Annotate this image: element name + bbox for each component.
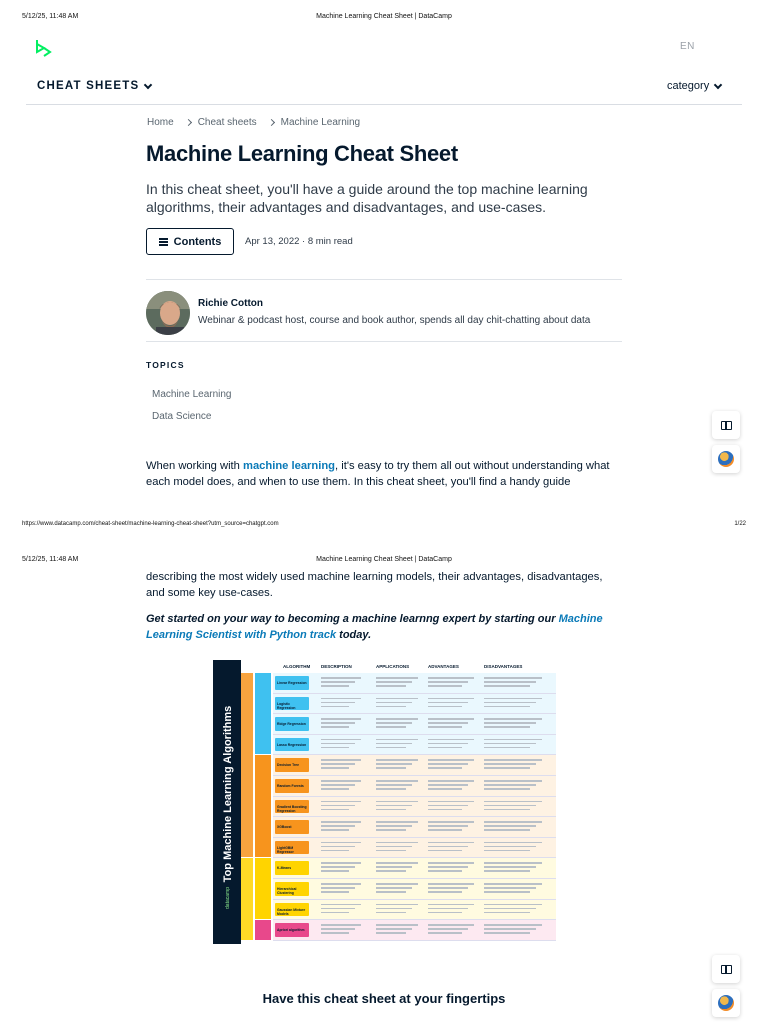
- cheat-sheet-algorithm-cell: XGBoost: [275, 820, 309, 834]
- cheat-sheet-text-line: [484, 739, 542, 741]
- page-title: Machine Learning Cheat Sheet: [146, 141, 458, 166]
- cheat-sheet-text-line: [484, 706, 530, 708]
- cheat-sheet-text-line: [321, 722, 355, 724]
- cheat-sheet-text-line: [321, 870, 349, 872]
- cheat-sheet-text-line: [484, 928, 536, 930]
- cheat-sheet-text-line: [428, 739, 474, 741]
- breadcrumb-home[interactable]: Home: [147, 117, 174, 128]
- cheat-sheet-text-line: [376, 809, 406, 811]
- cheat-sheet-row: [273, 735, 556, 756]
- cheat-sheet-text-line: [376, 722, 412, 724]
- cheat-sheet-text-line: [484, 743, 536, 745]
- cheat-sheet-text-line: [321, 801, 361, 803]
- cheat-sheet-text-line: [376, 681, 412, 683]
- cheat-sheet-text-line: [321, 932, 349, 934]
- cheat-sheet-text-line: [321, 780, 361, 782]
- cheat-sheet-text-line: [321, 842, 361, 844]
- cheat-sheet-text-line: [484, 767, 530, 769]
- cheat-sheet-text-line: [376, 862, 418, 864]
- cheat-sheet-row: [273, 776, 556, 797]
- cheat-sheet-text-line: [376, 743, 412, 745]
- print-timestamp: 5/12/25, 11:48 AM: [22, 556, 79, 563]
- divider: [146, 341, 622, 342]
- datacamp-brand: datacamp: [225, 887, 231, 909]
- cheat-sheet-text-line: [321, 866, 355, 868]
- divider: [146, 279, 622, 280]
- cheat-sheet-text-line: [376, 718, 418, 720]
- cheat-sheet-sidebar: [213, 660, 239, 944]
- cheat-sheet-algorithm-cell: Lasso Regression: [275, 738, 309, 752]
- cheat-sheet-text-line: [484, 904, 542, 906]
- cheat-sheet-text-line: [428, 891, 462, 893]
- cheat-sheet-text-line: [376, 780, 418, 782]
- cheat-sheet-text-line: [428, 928, 468, 930]
- cheat-sheet-text-line: [428, 846, 468, 848]
- breadcrumb-cheat-sheets[interactable]: Cheat sheets: [197, 117, 257, 128]
- topic-tag-machine-learning[interactable]: Machine Learning: [152, 389, 232, 400]
- cheat-sheet-text-line: [428, 805, 468, 807]
- print-header: [0, 13, 768, 27]
- cheat-sheet-text-line: [376, 912, 406, 914]
- cheat-sheet-text-line: [484, 883, 542, 885]
- cheat-sheet-text-line: [484, 784, 536, 786]
- nav-divider: [26, 104, 742, 105]
- chevron-down-icon: [144, 80, 152, 88]
- cheat-sheet-text-line: [376, 739, 418, 741]
- cheat-sheet-text-line: [376, 767, 406, 769]
- cheat-sheet-text-line: [484, 685, 530, 687]
- cheat-sheet-row: [273, 694, 556, 715]
- cheat-sheet-text-line: [428, 883, 474, 885]
- cheat-sheet-text-line: [428, 932, 462, 934]
- cheat-sheet-text-line: [484, 702, 536, 704]
- cta-text-end: today.: [336, 629, 372, 641]
- machine-learning-link[interactable]: machine learning: [243, 460, 336, 472]
- cheat-sheet-text-line: [376, 842, 418, 844]
- cheat-sheet-text-line: [428, 870, 462, 872]
- cheat-sheet-text-line: [321, 809, 349, 811]
- author-bio: Webinar & podcast host, course and book author, spends all day chit-chatting about data: [198, 315, 591, 326]
- cheat-sheet-text-line: [376, 698, 418, 700]
- cheat-sheet-text-line: [484, 698, 542, 700]
- book-icon: [721, 965, 732, 974]
- cheat-sheet-text-line: [376, 932, 406, 934]
- cheat-sheet-text-line: [428, 685, 462, 687]
- cheat-sheet-text-line: [376, 763, 412, 765]
- cheat-sheet-algorithm-cell: Hierarchical Clustering: [275, 882, 309, 896]
- cheat-sheet-text-line: [376, 784, 412, 786]
- globe-icon: [718, 451, 734, 467]
- print-doc-title: Machine Learning Cheat Sheet | DataCamp: [316, 556, 452, 563]
- cheat-sheet-algorithm-cell: Apriori algorithm: [275, 923, 309, 937]
- breadcrumb: [147, 117, 360, 128]
- cheat-sheet-text-line: [321, 747, 349, 749]
- breadcrumb-current[interactable]: Machine Learning: [280, 117, 361, 128]
- cheat-sheet-algorithm-cell: Gradient Boosting Regression: [275, 800, 309, 814]
- cheat-sheet-text-line: [321, 829, 349, 831]
- cheat-sheet-text-line: [428, 706, 462, 708]
- col-applications: APPLICATIONS: [376, 664, 410, 669]
- cheat-sheet-row: [273, 755, 556, 776]
- cheat-sheet-text-line: [428, 743, 468, 745]
- cheat-sheet-algorithm-cell: Ridge Regression: [275, 717, 309, 731]
- cheat-sheet-text-line: [321, 763, 355, 765]
- datacamp-logo[interactable]: [34, 38, 52, 58]
- col-disadvantages: DISADVANTAGES: [484, 664, 523, 669]
- cheat-sheet-text-line: [428, 726, 462, 728]
- cheat-sheet-text-line: [321, 698, 361, 700]
- cheat-sheet-text-line: [484, 722, 536, 724]
- cheat-sheet-text-line: [376, 685, 406, 687]
- cheat-sheet-algorithm-cell: LightGBM Regressor: [275, 841, 309, 855]
- cheat-sheet-text-line: [321, 862, 361, 864]
- intro-paragraph: [146, 458, 622, 490]
- cheat-sheet-text-line: [376, 928, 412, 930]
- page-subtitle: In this cheat sheet, you'll have a guide around the top machine learning algorithms, their advantages and disadvantages, and use-cases.: [146, 181, 588, 215]
- cheat-sheet-text-line: [321, 702, 355, 704]
- notes-button[interactable]: [712, 955, 740, 983]
- topic-tag-data-science[interactable]: Data Science: [152, 411, 212, 422]
- cheat-sheet-text-line: [321, 743, 355, 745]
- cheat-sheet-text-line: [484, 891, 530, 893]
- cheat-sheet-algorithm-cell: Random Forests: [275, 779, 309, 793]
- book-icon: [721, 421, 732, 430]
- cheat-sheet-text-line: [428, 850, 462, 852]
- cheat-sheet-text-line: [321, 788, 349, 790]
- col-algorithm: ALGORITHM: [283, 664, 311, 669]
- intro-text: When working with: [146, 460, 243, 472]
- category-label: category: [667, 80, 710, 92]
- cheat-sheet-text-line: [428, 698, 474, 700]
- cheat-sheet-row: [273, 817, 556, 838]
- cheat-sheet-image[interactable]: [213, 660, 556, 944]
- cheat-sheet-text-line: [484, 842, 542, 844]
- cheat-sheet-subgroup-band: [255, 673, 271, 754]
- chevron-right-icon: [185, 119, 192, 126]
- cheat-sheet-text-line: [484, 726, 530, 728]
- cheat-sheet-text-line: [484, 870, 530, 872]
- cheat-sheet-text-line: [484, 718, 542, 720]
- cheat-sheet-text-line: [321, 928, 355, 930]
- cheat-sheet-row: [273, 714, 556, 735]
- cheat-sheet-header: [241, 660, 556, 672]
- notes-button[interactable]: [712, 411, 740, 439]
- cheat-sheet-text-line: [376, 747, 406, 749]
- cheat-sheet-text-line: [376, 706, 406, 708]
- cheat-sheet-text-line: [428, 747, 462, 749]
- cheat-sheet-text-line: [321, 726, 349, 728]
- print-doc-title: Machine Learning Cheat Sheet | DataCamp: [316, 13, 452, 20]
- cheat-sheet-text-line: [484, 763, 536, 765]
- ml-scientist-track-link[interactable]: Machine Learning Scientist with Python track: [146, 613, 603, 641]
- cheat-sheet-table: [241, 660, 556, 944]
- article-meta: Apr 13, 2022 · 8 min read: [245, 236, 353, 247]
- cheat-sheet-text-line: [428, 862, 474, 864]
- cheat-sheet-text-line: [484, 809, 530, 811]
- cheat-sheet-text-line: [428, 681, 468, 683]
- cheat-sheet-text-line: [321, 850, 349, 852]
- cheat-sheet-text-line: [321, 805, 355, 807]
- cheat-sheet-row: [273, 838, 556, 859]
- cheat-sheet-text-line: [376, 866, 412, 868]
- cheat-sheet-text-line: [321, 908, 355, 910]
- cheat-sheet-text-line: [321, 821, 361, 823]
- cheat-sheets-label: CHEAT SHEETS: [37, 80, 140, 92]
- cheat-sheet-text-line: [321, 825, 355, 827]
- cheat-sheet-text-line: [428, 825, 468, 827]
- language-selector[interactable]: EN: [680, 41, 695, 52]
- cheat-sheet-algorithm-cell: Linear Regression: [275, 676, 309, 690]
- cheat-sheet-text-line: [484, 821, 542, 823]
- author-name[interactable]: Richie Cotton: [198, 298, 263, 309]
- cta-paragraph: [146, 611, 622, 643]
- cheat-sheet-text-line: [484, 908, 536, 910]
- intro-text-rest: , it's easy to try them all out without understanding what each model does, and when to use them. In this cheat sheet, you'll find a handy guide: [146, 460, 610, 488]
- cheat-sheet-text-line: [428, 718, 474, 720]
- cheat-sheet-subgroup-band: [255, 920, 271, 940]
- cheat-sheet-text-line: [376, 825, 412, 827]
- cheat-sheet-text-line: [484, 912, 530, 914]
- chevron-down-icon: [714, 80, 722, 88]
- cheat-sheet-text-line: [428, 784, 468, 786]
- author-avatar[interactable]: [146, 291, 190, 335]
- cheat-sheet-text-line: [321, 784, 355, 786]
- cheat-sheet-subgroup-band: [255, 755, 271, 857]
- list-icon: [159, 238, 168, 245]
- cheat-sheet-group-band: [241, 858, 253, 939]
- cheat-sheet-group-band: [241, 673, 253, 857]
- cheat-sheet-text-line: [376, 904, 418, 906]
- cheat-sheet-text-line: [376, 891, 406, 893]
- cheat-sheet-text-line: [484, 759, 542, 761]
- cheat-sheet-text-line: [321, 883, 361, 885]
- category-dropdown[interactable]: [667, 80, 721, 92]
- cheat-sheet-text-line: [428, 842, 474, 844]
- cheat-sheet-text-line: [376, 726, 406, 728]
- contents-button[interactable]: [146, 228, 234, 255]
- cheat-sheet-text-line: [376, 908, 412, 910]
- cheat-sheet-text-line: [428, 702, 468, 704]
- cheat-sheet-vertical-title: Top Machine Learning Algorithms: [222, 705, 234, 883]
- cheat-sheet-text-line: [484, 788, 530, 790]
- cheat-sheet-text-line: [428, 829, 462, 831]
- cheat-sheet-row: [273, 797, 556, 818]
- cheat-sheet-text-line: [428, 767, 462, 769]
- contents-label: Contents: [173, 235, 222, 248]
- cheat-sheet-text-line: [321, 767, 349, 769]
- cheat-sheet-text-line: [428, 887, 468, 889]
- cheat-sheet-text-line: [321, 924, 361, 926]
- cheat-sheet-row: [273, 673, 556, 694]
- cheat-sheet-text-line: [376, 805, 412, 807]
- cheat-sheet-text-line: [484, 801, 542, 803]
- cheat-sheet-text-line: [321, 685, 349, 687]
- cheat-sheet-text-line: [428, 821, 474, 823]
- cheat-sheet-text-line: [428, 722, 468, 724]
- cheat-sheet-text-line: [428, 677, 474, 679]
- cheat-sheet-row: [273, 879, 556, 900]
- cheat-sheet-text-line: [321, 718, 361, 720]
- topics-heading: TOPICS: [146, 360, 185, 370]
- cheat-sheet-text-line: [428, 788, 462, 790]
- cheat-sheets-menu[interactable]: [37, 80, 151, 92]
- cheat-sheet-subgroup-band: [255, 858, 271, 919]
- cheat-sheet-text-line: [484, 924, 542, 926]
- cheat-sheet-text-line: [376, 846, 412, 848]
- cheat-sheet-text-line: [376, 801, 418, 803]
- print-url: https://www.datacamp.com/cheat-sheet/machine-learning-cheat-sheet?utm_source=chatgpt.com: [22, 521, 279, 527]
- cheat-sheet-text-line: [428, 912, 462, 914]
- col-advantages: ADVANTAGES: [428, 664, 459, 669]
- cheat-sheet-text-line: [321, 904, 361, 906]
- cheat-sheet-algorithm-cell: Logistic Regression: [275, 697, 309, 711]
- cheat-sheet-algorithm-cell: K-Means: [275, 861, 309, 875]
- cheat-sheet-text-line: [484, 829, 530, 831]
- cheat-sheet-text-line: [484, 677, 542, 679]
- cheat-sheet-text-line: [376, 870, 406, 872]
- cheat-sheet-text-line: [321, 681, 355, 683]
- cheat-sheet-text-line: [321, 887, 355, 889]
- cheat-sheet-text-line: [484, 805, 536, 807]
- cheat-sheet-text-line: [321, 912, 349, 914]
- cheat-sheet-text-line: [428, 780, 474, 782]
- cheat-sheet-text-line: [376, 759, 418, 761]
- fingertips-heading: Have this cheat sheet at your fingertips: [262, 991, 506, 1006]
- print-header-page2: [0, 556, 768, 570]
- cheat-sheet-text-line: [428, 904, 474, 906]
- cheat-sheet-text-line: [321, 891, 349, 893]
- cheat-sheet-text-line: [376, 829, 406, 831]
- cheat-sheet-text-line: [428, 801, 474, 803]
- cheat-sheet-text-line: [428, 924, 474, 926]
- cheat-sheet-text-line: [428, 763, 468, 765]
- cheat-sheet-text-line: [376, 702, 412, 704]
- cheat-sheet-text-line: [484, 780, 542, 782]
- cheat-sheet-text-line: [428, 809, 462, 811]
- cheat-sheet-text-line: [484, 932, 530, 934]
- cheat-sheet-row: [273, 858, 556, 879]
- intro-paragraph-cont: describing the most widely used machine learning models, their advantages, disadvantages, and some key use-cases.: [146, 571, 603, 599]
- cheat-sheet-row: [273, 920, 556, 941]
- chevron-right-icon: [268, 119, 275, 126]
- cheat-sheet-text-line: [484, 866, 536, 868]
- print-timestamp: 5/12/25, 11:48 AM: [22, 13, 79, 20]
- cheat-sheet-text-line: [376, 677, 418, 679]
- cheat-sheet-text-line: [376, 788, 406, 790]
- cheat-sheet-text-line: [484, 747, 530, 749]
- cheat-sheet-text-line: [321, 706, 349, 708]
- cheat-sheet-text-line: [321, 759, 361, 761]
- cheat-sheet-text-line: [428, 908, 468, 910]
- cheat-sheet-text-line: [484, 681, 536, 683]
- cheat-sheet-text-line: [321, 846, 355, 848]
- cheat-sheet-text-line: [376, 821, 418, 823]
- cheat-sheet-text-line: [484, 846, 536, 848]
- cheat-sheet-text-line: [376, 924, 418, 926]
- cheat-sheet-text-line: [321, 677, 361, 679]
- cheat-sheet-text-line: [484, 862, 542, 864]
- cheat-sheet-text-line: [428, 866, 468, 868]
- cta-text: Get started on your way to becoming a machine learnng expert by starting our: [146, 613, 559, 625]
- cheat-sheet-text-line: [376, 887, 412, 889]
- cheat-sheet-row: [273, 900, 556, 921]
- cheat-sheet-text-line: [484, 850, 530, 852]
- cheat-sheet-text-line: [376, 883, 418, 885]
- cheat-sheet-text-line: [484, 887, 536, 889]
- cheat-sheet-algorithm-cell: Decision Tree: [275, 758, 309, 772]
- cheat-sheet-text-line: [428, 759, 474, 761]
- cheat-sheet-text-line: [376, 850, 406, 852]
- print-page-number: 1/22: [734, 521, 746, 527]
- theme-button[interactable]: [712, 445, 740, 473]
- cheat-sheet-text-line: [321, 739, 361, 741]
- cheat-sheet-text-line: [484, 825, 536, 827]
- col-description: DESCRIPTION: [321, 664, 352, 669]
- cheat-sheet-algorithm-cell: Gaussian Mixture Models: [275, 903, 309, 917]
